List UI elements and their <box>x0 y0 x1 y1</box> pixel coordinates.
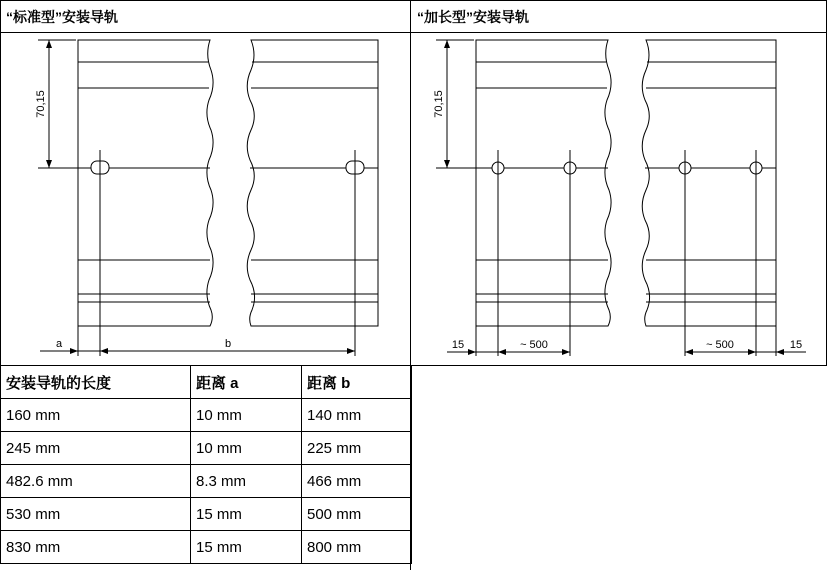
header-distance-b: 距离 b <box>302 366 412 399</box>
table-row <box>1 531 412 564</box>
cell-length: 245 mm <box>1 432 191 465</box>
ext-rail-left-outline <box>476 40 611 326</box>
std-dim-a-label: a <box>55 338 63 350</box>
std-dim-b-label: b <box>224 338 232 350</box>
cell-b: 225 mm <box>302 432 412 465</box>
cell-a: 10 mm <box>191 432 302 465</box>
cell-length: 530 mm <box>1 498 191 531</box>
cell-a: 15 mm <box>191 498 302 531</box>
cell-length: 482.6 mm <box>1 465 191 498</box>
table-row <box>1 432 412 465</box>
cell-b: 500 mm <box>302 498 412 531</box>
cell-length: 160 mm <box>1 399 191 432</box>
std-rail-left-outline <box>78 40 213 326</box>
table-row <box>1 399 412 432</box>
std-dim-height-label: 70,15 <box>35 90 47 118</box>
cell-length: 830 mm <box>1 531 191 564</box>
cell-a: 8.3 mm <box>191 465 302 498</box>
extended-rail-title: “加长型”安装导轨 <box>417 9 529 25</box>
header-distance-a: 距离 a <box>191 366 302 399</box>
header-rail-length: 安装导轨的长度 <box>1 366 191 399</box>
table-row <box>1 498 412 531</box>
cell-b: 800 mm <box>302 531 412 564</box>
cell-b: 466 mm <box>302 465 412 498</box>
ext-dim-15-right-label: 15 <box>789 339 803 351</box>
std-rail-right-outline <box>247 40 378 326</box>
table-header-row <box>1 366 412 399</box>
cell-a: 15 mm <box>191 531 302 564</box>
cell-a: 10 mm <box>191 399 302 432</box>
standard-rail-title: “标准型”安装导轨 <box>6 9 118 25</box>
ext-dim-500-right-label: ~ 500 <box>706 339 734 351</box>
ext-dim-15-left-label: 15 <box>451 339 465 351</box>
ext-dim-height-label: 70,15 <box>433 90 445 118</box>
table-row <box>1 465 412 498</box>
cell-b: 140 mm <box>302 399 412 432</box>
rail-distance-table <box>0 365 412 564</box>
ext-dim-500-left-label: ~ 500 <box>520 339 548 351</box>
